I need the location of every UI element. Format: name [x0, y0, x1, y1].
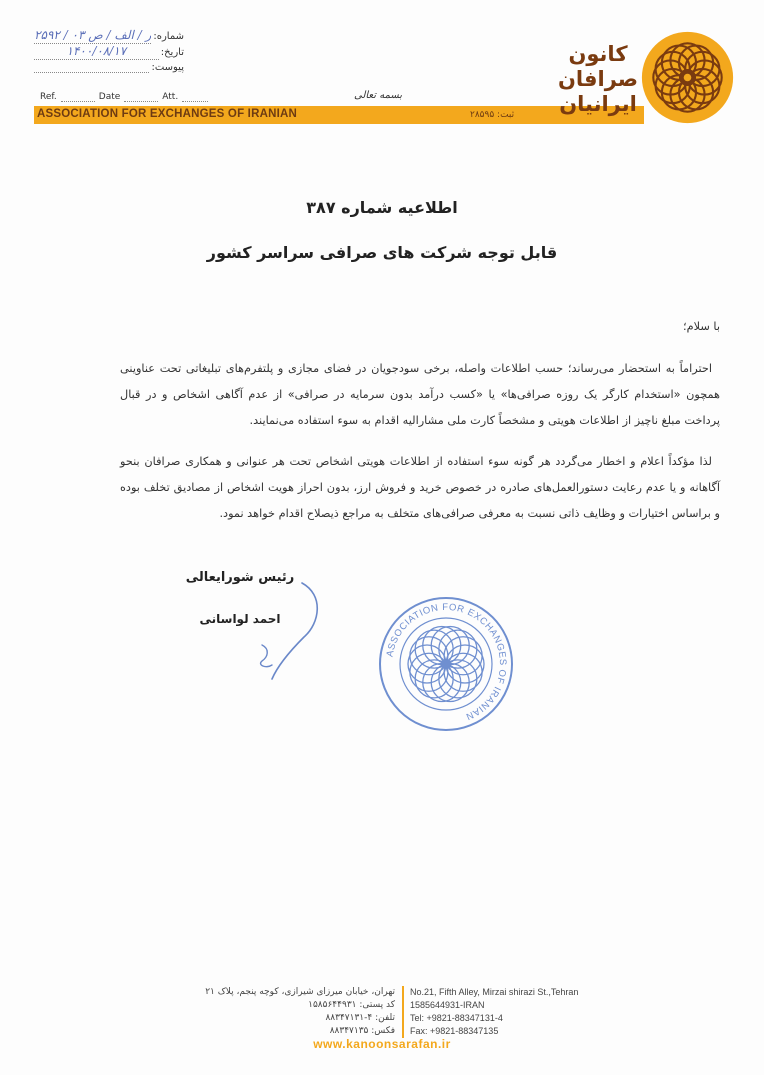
handwritten-signature — [232, 575, 332, 685]
footer-address-fa — [160, 986, 395, 1038]
number-label: شماره: — [153, 30, 184, 42]
att-label: Att. — [162, 92, 179, 102]
letter-meta-fa — [34, 28, 184, 75]
attachment-value — [34, 62, 149, 73]
stamp-ring-text: ASSOCIATION FOR EXCHANGES OF IRANIAN — [384, 601, 509, 723]
website-link[interactable]: www.kanoonsarafan.ir — [313, 1037, 451, 1051]
greeting: با سلام؛ — [683, 320, 720, 333]
footer-fa-postal: کد پستی: ۱۵۸۵۶۴۴۹۳۱ — [308, 1000, 395, 1010]
att-line — [182, 93, 208, 102]
bismillah: بسمه تعالی — [354, 90, 403, 101]
signatory-title: رئیس شورایعالی — [185, 570, 295, 585]
association-name: ASSOCIATION FOR EXCHANGES OF IRANIAN — [37, 108, 297, 120]
logo-line-2: صرافان — [557, 67, 639, 91]
footer-en-postal: 1585644931-IRAN — [410, 1000, 485, 1010]
notice-title: اطلاعیه شماره ۳۸۷ — [306, 198, 458, 217]
paragraph-2: لذا مؤکداً اعلام و اخطار می‌گردد هر گونه سوء استفاده از اطلاعات هویتی اشخاص تحت هر عنوانی و همکاری صرافان بنحو آگاهانه و یا عدم رعایت دستورالعمل‌های صادره در خصوص خرید و فروش ارز، بدون احراز هویت اشخاص از مصادیق تخلف بوده و براساس اختیارات و وظایف ذاتی نسبت به معرفی صرافی‌های متخلف به مراجع ذیصلاح اقدام خواهد نمود. — [120, 455, 720, 520]
footer-fa-address: تهران، خیابان میرزای شیرازی، کوچه پنجم، پلاک ۲۱ — [205, 987, 395, 997]
footer-en-address: No.21, Fifth Alley, Mirzai shirazi St.,Tehran — [410, 987, 579, 997]
signatory-name: احمد لواسانی — [199, 612, 281, 626]
footer-en-fax: Fax: +9821-88347135 — [410, 1026, 499, 1036]
number-value: ۲۵۹۲ / ر / الف / ص ۰۳ — [34, 28, 152, 42]
footer-fa-phone: تلفن: ۴-۸۸۳۴۷۱۳۱ — [325, 1013, 395, 1023]
ref-label: Ref. — [40, 92, 57, 102]
registration-number: ثبت: ۲۸۵۹۵ — [470, 110, 515, 120]
footer-address-en — [402, 986, 620, 1038]
logo-rosette-icon — [640, 30, 735, 125]
date-label: تاریخ: — [160, 46, 184, 58]
date-en-label: Date — [98, 92, 121, 102]
logo-line-3: ایرانیان — [559, 92, 637, 116]
footer-en-tel: Tel: +9821-88347131-4 — [410, 1013, 503, 1023]
notice-subtitle: قابل توجه شرکت های صرافی سراسر کشور — [206, 243, 558, 262]
ref-line — [61, 93, 95, 102]
logo-wordmark — [552, 42, 644, 117]
date-line — [124, 93, 158, 102]
official-stamp — [376, 594, 516, 734]
logo-line-1: کانون — [568, 42, 628, 66]
attachment-label: پیوست: — [151, 62, 184, 73]
letter-meta-en — [40, 92, 208, 102]
footer-fa-fax: فکس: ۸۸۳۴۷۱۳۵ — [329, 1026, 395, 1036]
date-value: ۱۴۰۰/۰۸/۱۷ — [34, 44, 159, 60]
letter-body — [120, 318, 720, 542]
paragraph-1: احتراماً به استحضار می‌رساند؛ حسب اطلاعات واصله، برخی سودجویان در فضای مجازی و پلتفرم‌های تبلیغاتی تحت عناوینی همچون «استخدام کارگر یک روزه صرافی‌ها» یا «کسب درآمد بدون سرمایه در صرافی» از عدم آگاهی اشخاص و در قبال پرداخت مبلغ ناچیز از اطلاعات هویتی و مشخصاً کارت ملی مشارالیه اقدام به سوء استفاده می‌نمایند. — [120, 362, 720, 427]
